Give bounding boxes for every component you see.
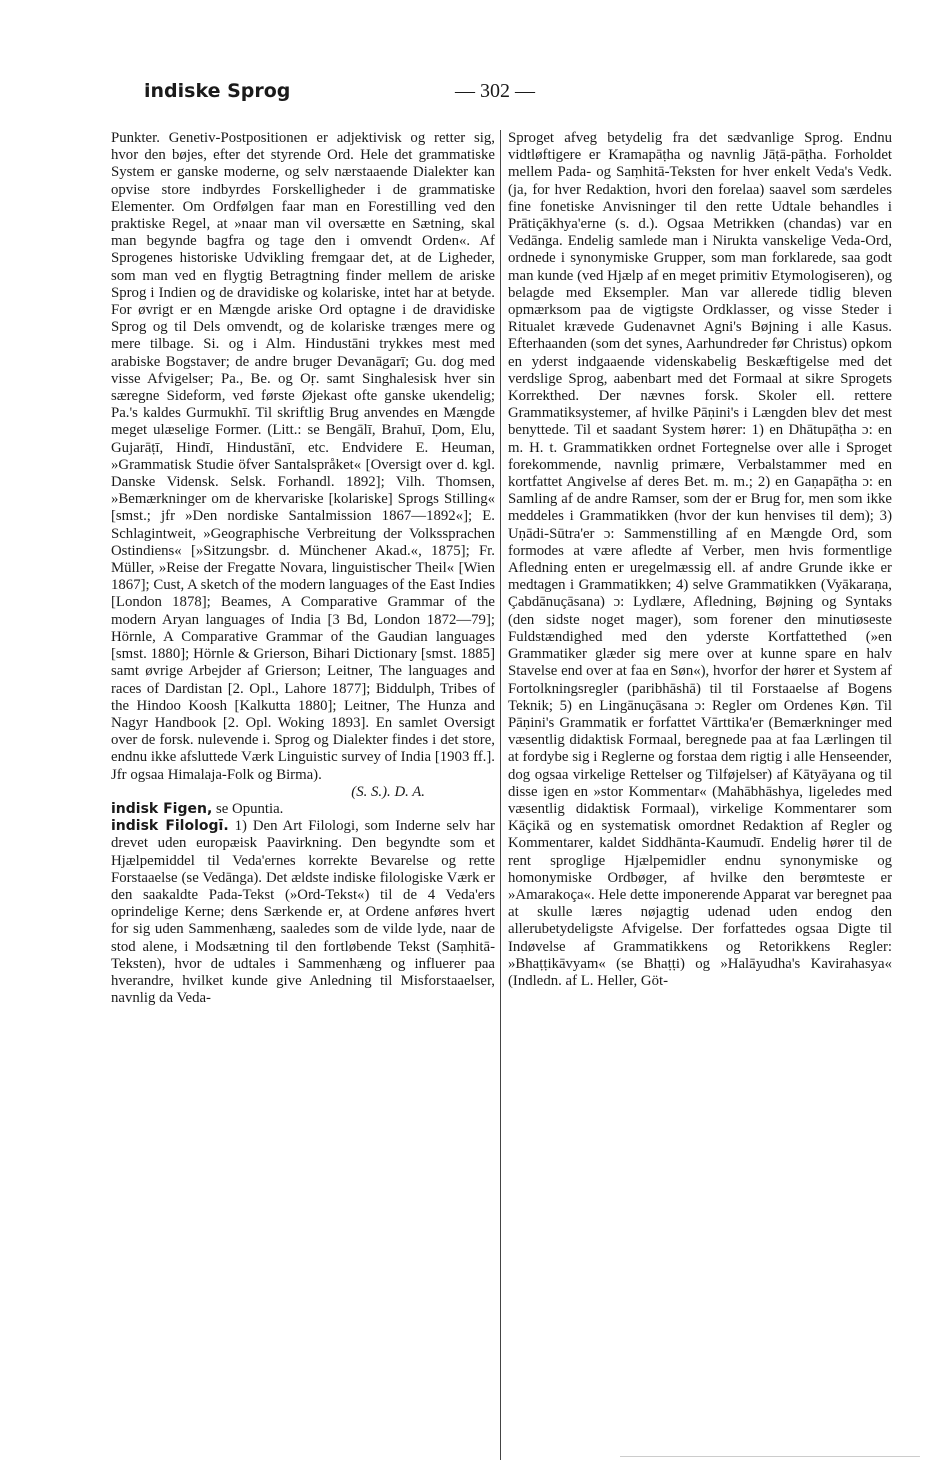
footer-rule xyxy=(620,1456,920,1457)
running-head: indiske Sprog xyxy=(144,80,291,102)
entry-indisk-filologi xyxy=(111,818,495,1007)
paragraph-text: Punkter. Genetiv-Postpositionen er adjektivisk og retter sig, hvor den bøjes, efter det styrende Ord. Hele det grammatiske System er ganske moderne, og selv nærstaaende Dialekter kan opvise store indbyrdes Forskelligheder i de grammatiske Elementer. Om Ordfølgen faar man en Forestilling ved den praktiske Regel, at »naar man vil oversætte en Sætning, skal man begynde bagfra og tage den i omvendt Orden«. Af Sprogenes historiske Udvikling fremgaar det, at de Ligheder, som man ved en flygtig Betragtning finder mellem de ariske Sprog i Indien og de dravidiske og kolariske, intet har at betyde. For øvrigt er en Mængde ariske Ord optagne i de dravidiske Sprog og til Dels omvendt, og de kolariske trænges mere og mere tilbage. Si. og i Alm. Hindustāni trykkes mest med arabiske Bogstaver; de andre bruger Devanāgarī; Gu. dog med visse Afvigelser; Pa., Be. og Oṛ. samt Singhalesisk hver sin særegne Sideform, ved første Øjekast ofte ganske ukendelig; Pa.'s kaldes Gurmukhī. Til skriftlig Brug anvendes en Mængde meget ulæselige Former. (Litt.: se Bengālī, Brahuī, Ḍom, Elu, Gujarāṭī, Hindī, Hindustānī, etc. Endvidere E. Heuman, »Grammatisk Studie öfver Santalspråket« [Oversigt over d. kgl. Danske Vidensk. Selsk. Forhandl. 1892]; Vilh. Thomsen, »Bemærkninger om de khervariske [kolariske] Sprogs Stilling« [smst.; jfr »Den nordiske Santalmission 1867—1892«]; E. Schlagintweit, »Geographische Verbreitung der Volkssprachen Ostindiens« [»Sitzungsbr. d. Münchener Akad.«, 1875]; Fr. Müller, »Reise der Fregatte Novara, linguistischer Theil« [Wien 1867]; Cust, A sketch of the modern languages of the East Indies [London 1878]; Beames, A Comparative Grammar of the modern Aryan languages of India [3 Bd, London 1872—79]; Hörnle, A Comparative Grammar of the Gaudian languages [smst. 1880]; Hörnle & Grierson, Bihari Dictionary [smst. 1885] samt øvrige Arbejder af Grierson; Leitner, The languages and races of Dardistan [2. Opl., Lahore 1877]; Biddulph, Tribes of the Hindoo Koosh [Kalkutta 1880]; Leitner, The Hunza and Nagyr Handbook [2. Opl. Woking 1893]. En samlet Oversigt over de forsk. nulevende i. Sprog og Dialekter findes i det store, endnu ikke afsluttede Værk Linguistic survey of India [1903 ff.]. Jfr ogsaa Himalaja-Folk og Birma). xyxy=(111,130,495,783)
page-header xyxy=(0,80,928,112)
entry-headword: indisk Filologī. xyxy=(111,818,229,835)
entry-headword: indisk Figen, xyxy=(111,800,213,817)
left-column xyxy=(111,130,495,1007)
column-divider xyxy=(500,130,501,1460)
entry-indisk-figen xyxy=(111,801,495,818)
right-column xyxy=(508,130,892,990)
right-paragraph xyxy=(508,130,892,990)
paragraph-text: Sproget afveg betydelig fra det sædvanlige Sprog. Endnu vidtløftigere er Kramapāṭha og navnlig Jāṭā-pāṭha. Forholdet mellem Pada- og Saṃhitā-Teksten for hver enkelt Veda's Vedk. (ja, for hver Redaktion, hvori den forelaa) saavel som særdeles fine fonetiske Anvisninger til den rette Udtale behandles i Prātiçākhya'erne (s. d.). Ogsaa Metrikken (chandas) var en Vedānga. Endelig samlede man i Nirukta vanskelige Veda-Ord, ordnede i synonymiske Grupper, som man forklarede, saa godt man kunde (ved Hjælp af en meget primitiv Etymologiseren), og belagde med Eksempler. Man var allerede tidlig bleven opmærksom paa de vigtigste Ordklasser, og visse Steder i Ritualet krævede Gudenavnet Agni's Bøjning i alle Kasus. Efterhaanden (som det synes, Aarhundreder før Christus) opkom en yderst indgaaende videnskabelig Beskæftigelse med det verdslige Sprog, aabenbart med det Formaal at sikre Sprogets Korrekthed. Der nævnes forsk. Skoler ell. rettere Grammatiksystemer, af hvilke Pāṇini's i Længden blev det mest benyttede. Til et saadant System hører: 1) en Dhātupāṭha ɔ: en m. H. t. Grammatikken ordnet Fortegnelse over alle i Sproget forekommende, navnlig primære, Verbalstammer med en kortfattet Angivelse af deres Bet. m. m.; 2) en Gaṇapāṭha ɔ: en Samling af de andre Ramser, som der er Brug for, men som ikke meddeles i Grammatikken (hvor der kun henvises til dem); 3) Uṇādi-Sūtra'er ɔ: Sammenstilling af en Mængde Ord, som formodes at være afledte af Verber, men hvis formentlige Afledning enten er uregelmæssig ell. af andre Grunde ikke er medtagen i Grammatikken; 4) selve Grammatikken (Vyākaraṇa, Çabdānuçāsana) ɔ: Lydlære, Afledning, Bøjning og Syntaks (den sidste noget mager), som forener den minutiøseste Fuldstændighed med den yderste Kortfattethed (»en Grammatiker glæder sig mere over at kunne spare en halv Stavelse end over at faa en Søn«), hvorfor der hører et System af Fortolkningsregler (paribhāshā) til til Forstaaelse af Bogens Teknik; 5) en Lingānuçāsana ɔ: Regler om Ordenes Køn. Til Pāṇini's Grammatik er forfattet Vārttika'er (Bemærkninger med væsentlig didaktisk Formaal, beregnede paa at faa Lærlingen til at fordybe sig i Reglerne og forstaa dem rigtig i alle Henseender, dog ogsaa virkelige Rettelser og Tilføjelser) af Kātyāyana og til disse igen en »stor Kommentar« (Mahābhāshya, ligeledes med væsentlig didaktisk Formaal), virkelige Kommentarer som Kāçikā og en systematisk omordnet Redaktion af Regler og Kommentarer, kaldet Siddhānta-Kaumudī. Endelig hører til de rent sproglige Hjælpemidler endnu synonymiske og homonymiske Ordbøger, af hvilke den berømteste er »Amarakoça«. Hele dette imponerende Apparat var beregnet paa at skulle læres nøjagtig udenad uden endog den allerubetydeligste Afvigelse. Der forfattedes ogsaa Digte til Indøvelse af Grammatikkens og Retorikkens Regler: »Bhaṭṭikāvyam« (se Bhaṭṭi) og »Halāyudha's Kavirahasya« (Indledn. af L. Heller, Göt- xyxy=(508,130,892,989)
entry-text: 1) Den Art Filologi, som Inderne selv har drevet uden europæisk Paavirkning. Den begyndte som et Hjælpemiddel til Veda'ernes korrekte Bevarelse og rette Forstaaelse (se Vedānga). Det ældste indiske filologiske Værk er den saakaldte Pada-Tekst (»Ord-Tekst«) til de 4 Veda'ers oprindelige Kerne; dens Særkende er, at Ordene anføres hvert for sig uden Sammenhæng, saaledes som de vilde lyde, naar de stod alene, i Modsætning til den fortløbende Tekst (Saṃhitā-Teksten), hvor de udtales i Sammenhæng og influerer paa hverandre, hvilket kunde give Anledning til Misforstaaelser, navnlig da Veda- xyxy=(111,818,495,1007)
entry-text: se Opuntia. xyxy=(215,800,284,817)
page-number: — 302 — xyxy=(455,80,535,102)
left-paragraph xyxy=(111,130,495,801)
author-signature: (S. S.). D. A. xyxy=(351,783,425,800)
